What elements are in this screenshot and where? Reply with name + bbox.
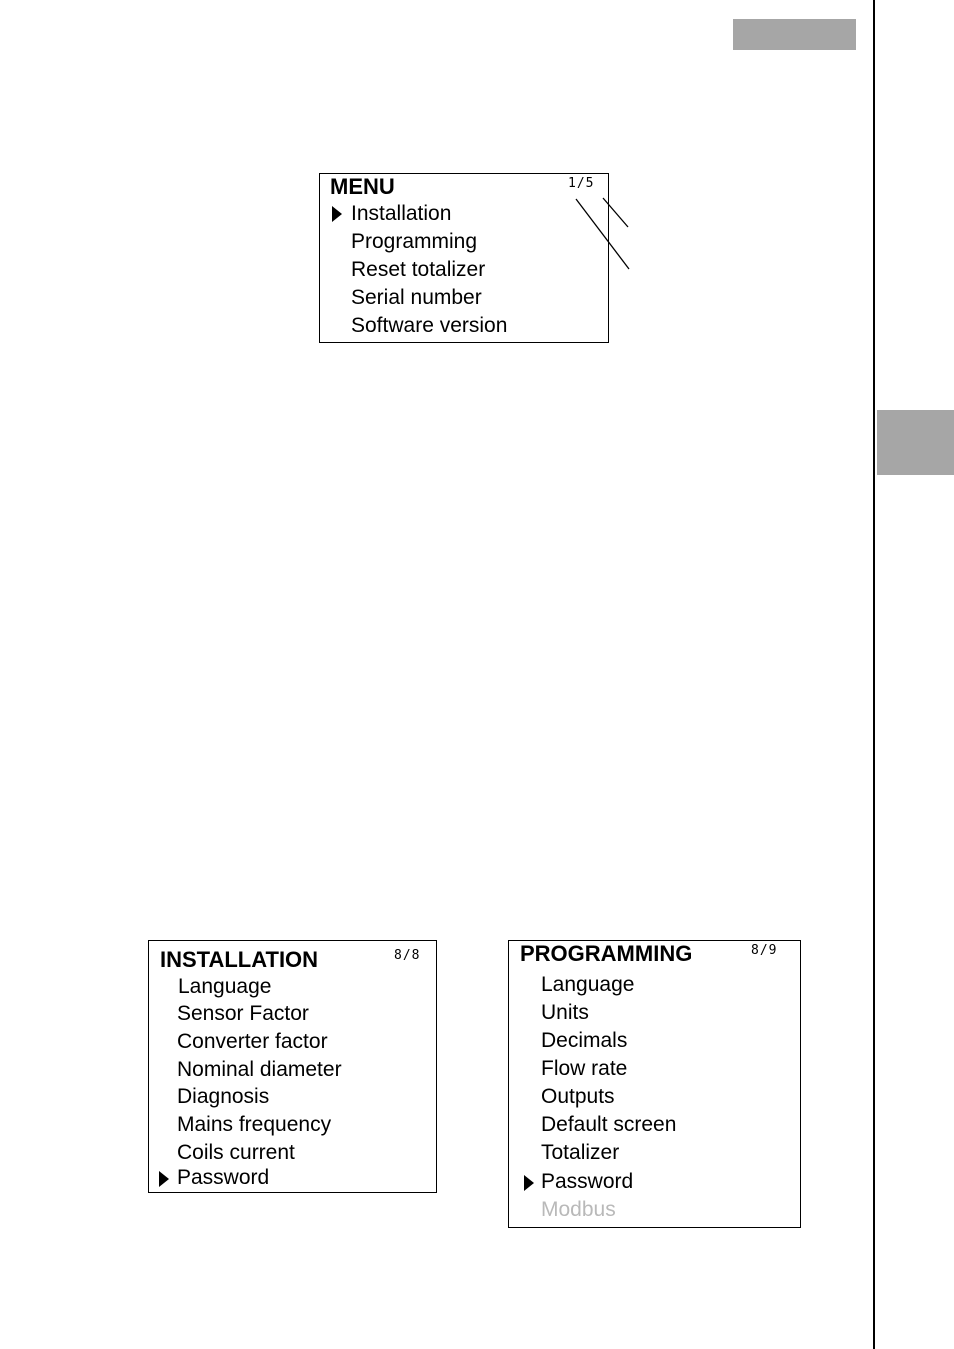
- installation-page-indicator: 8/8: [394, 948, 421, 963]
- menu-item-software-version[interactable]: Software version: [351, 314, 508, 337]
- menu-item-reset-totalizer[interactable]: Reset totalizer: [351, 258, 486, 281]
- programming-item-decimals[interactable]: Decimals: [541, 1029, 628, 1052]
- menu-item-installation[interactable]: Installation: [351, 202, 452, 225]
- menu-page-indicator: 1/5: [568, 176, 595, 191]
- installation-item-password[interactable]: Password: [177, 1166, 270, 1189]
- programming-item-units[interactable]: Units: [541, 1001, 589, 1024]
- selection-cursor-icon: [524, 1175, 534, 1191]
- menu-item-serial-number[interactable]: Serial number: [351, 286, 482, 309]
- chapter-thumb-tab: [877, 410, 954, 475]
- installation-display: [148, 940, 437, 1193]
- programming-page-indicator: 8/9: [751, 943, 778, 958]
- installation-item-nominal-diameter[interactable]: Nominal diameter: [177, 1058, 342, 1081]
- programming-item-flow-rate[interactable]: Flow rate: [541, 1057, 628, 1080]
- installation-item-converter-factor[interactable]: Converter factor: [177, 1030, 328, 1053]
- programming-item-default-screen[interactable]: Default screen: [541, 1113, 677, 1136]
- page-margin-rule: [873, 0, 875, 1349]
- header-tab-marker: [733, 19, 856, 50]
- selection-cursor-icon: [332, 206, 342, 222]
- menu-item-programming[interactable]: Programming: [351, 230, 478, 253]
- menu-title: MENU: [330, 174, 395, 199]
- installation-item-diagnosis[interactable]: Diagnosis: [177, 1085, 270, 1108]
- selection-cursor-icon: [159, 1171, 169, 1187]
- programming-title: PROGRAMMING: [520, 941, 693, 966]
- installation-item-language[interactable]: Language: [178, 975, 272, 998]
- programming-item-outputs[interactable]: Outputs: [541, 1085, 615, 1108]
- programming-item-language[interactable]: Language: [541, 973, 635, 996]
- installation-title: INSTALLATION: [160, 947, 319, 972]
- installation-item-sensor-factor[interactable]: Sensor Factor: [177, 1002, 309, 1025]
- programming-item-modbus[interactable]: Modbus: [541, 1198, 616, 1221]
- menu-display: [319, 173, 609, 343]
- programming-display: [508, 940, 801, 1228]
- programming-item-totalizer[interactable]: Totalizer: [541, 1141, 620, 1164]
- programming-item-password[interactable]: Password: [541, 1170, 634, 1193]
- installation-item-coils-current[interactable]: Coils current: [177, 1141, 295, 1164]
- installation-item-mains-frequency[interactable]: Mains frequency: [177, 1113, 332, 1136]
